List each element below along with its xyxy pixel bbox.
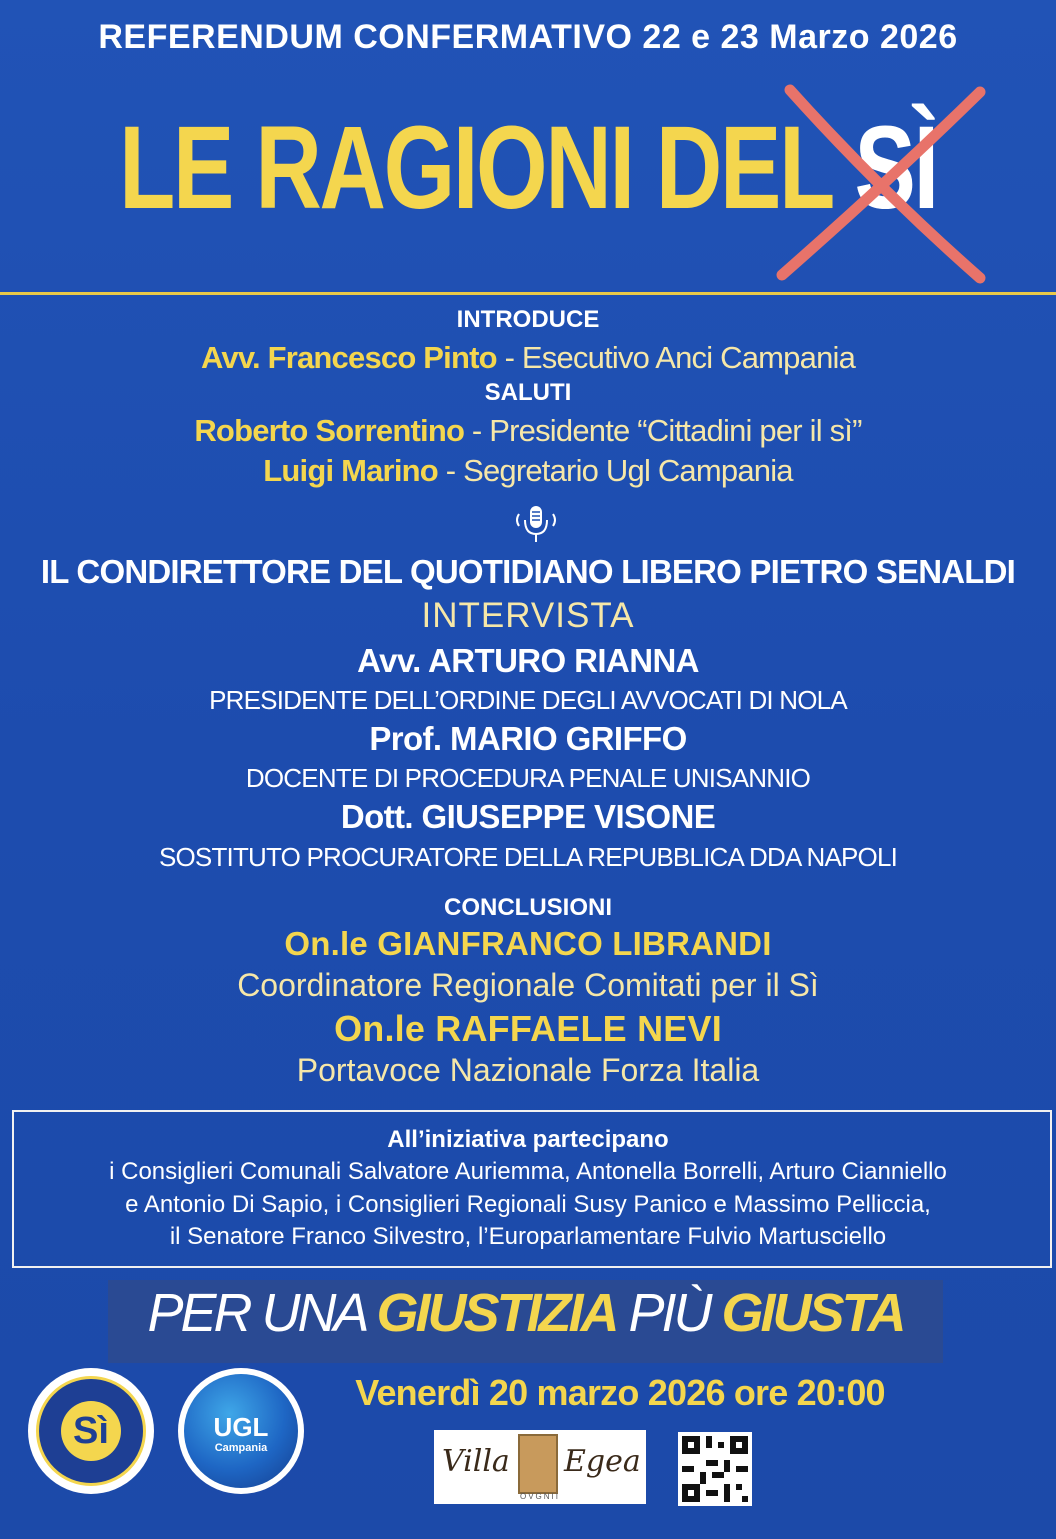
introduce-role: - Esecutivo Anci Campania bbox=[496, 340, 856, 375]
participants-line-1: i Consiglieri Comunali Salvatore Auriemma, Antonella Borrelli, Arturo Cianniello bbox=[109, 1158, 947, 1185]
villa-portrait-image bbox=[518, 1434, 558, 1494]
cittadini-per-il-si-logo bbox=[28, 1368, 154, 1494]
interviewer-line: IL CONDIRETTORE DEL QUOTIDIANO LIBERO PIETRO SENALDI bbox=[40, 553, 1016, 590]
headline-main: LE RAGIONI DEL bbox=[119, 102, 855, 234]
villa-word-left: Villa bbox=[442, 1444, 510, 1479]
saluti-name-1: Roberto Sorrentino bbox=[194, 413, 465, 448]
ugl-logo-text: UGL bbox=[213, 1412, 269, 1442]
slogan-text bbox=[108, 1282, 943, 1344]
introduce-line bbox=[0, 340, 1056, 376]
headline-si: SÌ bbox=[854, 102, 937, 234]
guest-desc-1: PRESIDENTE DELL’ORDINE DEGLI AVVOCATI DI NOLA bbox=[209, 685, 847, 715]
guest-name-1: Avv. ARTURO RIANNA bbox=[357, 642, 699, 679]
participants-title: All’iniziativa partecipano bbox=[387, 1126, 669, 1153]
si-logo-ring bbox=[36, 1376, 146, 1486]
guest-name-3: Dott. GIUSEPPE VISONE bbox=[340, 798, 716, 835]
referendum-date-line: REFERENDUM CONFERMATIVO 22 e 23 Marzo 2026 bbox=[98, 18, 958, 56]
header-divider bbox=[0, 292, 1056, 295]
conclusioni-name-1: On.le GIANFRANCO LIBRANDI bbox=[284, 925, 772, 962]
ugl-logo-sub: Campania bbox=[214, 1442, 268, 1454]
guest-name-2: Prof. MARIO GRIFFO bbox=[369, 720, 687, 757]
red-cross-mark bbox=[770, 80, 1000, 285]
qr-code-icon[interactable] bbox=[678, 1432, 752, 1506]
conclusioni-label: CONCLUSIONI bbox=[444, 894, 612, 921]
saluti-role-1: - Presidente “Cittadini per il sì” bbox=[464, 413, 862, 448]
saluti-label: SALUTI bbox=[484, 379, 572, 406]
villa-word-right: Egea bbox=[564, 1444, 641, 1479]
saluti-role-2: - Segretario Ugl Campania bbox=[437, 453, 793, 488]
intervista-label: INTERVISTA bbox=[421, 596, 635, 635]
microphone-icon bbox=[512, 502, 560, 546]
slogan-part-1: PER UNA bbox=[147, 1283, 377, 1343]
si-logo-core: Sì bbox=[61, 1401, 121, 1461]
villa-subtitle: OVGNII bbox=[519, 1492, 560, 1501]
introduce-name: Avv. Francesco Pinto bbox=[200, 340, 497, 375]
event-date-time: Venerdì 20 marzo 2026 ore 20:00 bbox=[355, 1372, 885, 1413]
conclusioni-role-1: Coordinatore Regionale Comitati per il Sì bbox=[237, 967, 819, 1003]
saluti-line-2 bbox=[0, 453, 1056, 489]
guest-desc-3: SOSTITUTO PROCURATORE DELLA REPUBBLICA DDA NAPOLI bbox=[158, 842, 898, 872]
conclusioni-role-2: Portavoce Nazionale Forza Italia bbox=[296, 1052, 760, 1088]
ugl-campania-logo bbox=[178, 1368, 304, 1494]
saluti-line-1 bbox=[0, 413, 1056, 449]
ugl-logo-globe bbox=[184, 1374, 298, 1488]
participants-line-2: e Antonio Di Sapio, i Consiglieri Regionali Susy Panico e Massimo Pelliccia, bbox=[125, 1191, 931, 1218]
slogan-part-2: GIUSTIZIA bbox=[376, 1283, 617, 1343]
slogan-part-4: GIUSTA bbox=[721, 1283, 904, 1343]
slogan-part-3: PIÙ bbox=[616, 1283, 722, 1343]
villa-egea-logo bbox=[434, 1430, 646, 1504]
guest-desc-2: DOCENTE DI PROCEDURA PENALE UNISANNIO bbox=[245, 763, 811, 793]
saluti-name-2: Luigi Marino bbox=[263, 453, 438, 488]
introduce-label: INTRODUCE bbox=[456, 306, 600, 333]
participants-line-3: il Senatore Franco Silvestro, l’Europarlamentare Fulvio Martusciello bbox=[169, 1223, 887, 1250]
conclusioni-name-2: On.le RAFFAELE NEVI bbox=[334, 1008, 722, 1049]
